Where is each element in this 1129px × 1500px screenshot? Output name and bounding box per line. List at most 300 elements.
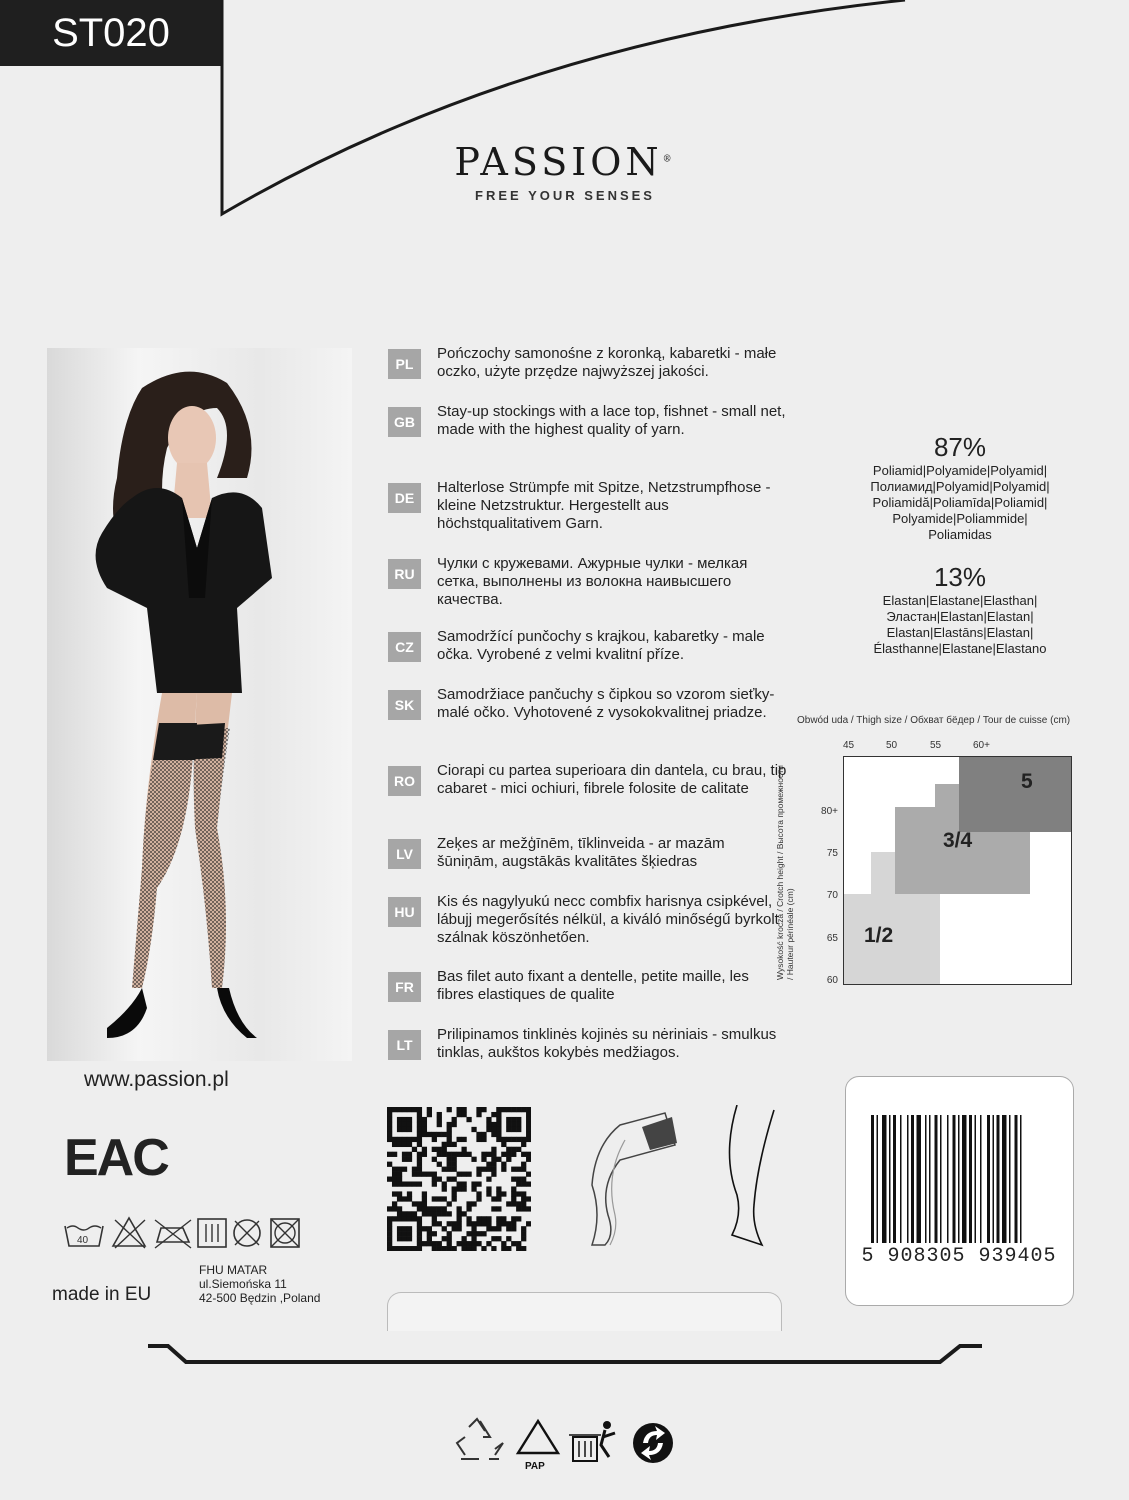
qr-module [526,1152,531,1157]
qr-module [486,1162,491,1167]
qr-module [442,1196,447,1201]
qr-module [397,1181,402,1186]
description-text: Prilipinamos tinklinės kojinės su nėriniais - smulkus tinklas, aukštos kokybės medžiagos. [437,1026,777,1061]
qr-module [387,1241,392,1246]
qr-module [417,1241,422,1246]
qr-module [387,1107,392,1112]
qr-module [422,1196,427,1201]
qr-module [511,1221,516,1226]
barcode-bar [997,1115,1000,1243]
qr-module [412,1147,417,1152]
axis-label-line: / Hauteur périnéale (cm) [785,888,795,980]
qr-module [506,1236,511,1241]
qr-code[interactable] [387,1107,531,1251]
qr-module [466,1221,471,1226]
composition-names [840,463,1080,543]
qr-module [506,1122,511,1127]
lang-code: CZ [388,632,421,662]
composition-line: Poliamidas [928,527,992,542]
qr-module [442,1206,447,1211]
qr-module [417,1142,422,1147]
qr-module [427,1112,432,1117]
qr-module [417,1226,422,1231]
qr-module [511,1117,516,1122]
qr-module [466,1206,471,1211]
composition-line: Élasthanne|Elastane|Elastano [873,641,1047,656]
qr-module [447,1236,452,1241]
qr-module [397,1122,402,1127]
qr-module [397,1117,402,1122]
recycling-icons [455,1415,685,1475]
qr-module [412,1201,417,1206]
qr-module [491,1236,496,1241]
qr-module [452,1122,457,1127]
barcode-bar [917,1115,922,1243]
qr-module [422,1127,427,1132]
qr-module [452,1196,457,1201]
size-col-label: 60+ [973,740,990,751]
qr-module [457,1216,462,1221]
description-text: Stay-up stockings with a lace top, fishnet - small net, made with the highest quality of yarn. [437,403,786,438]
qr-module [387,1137,392,1142]
qr-module [491,1172,496,1177]
qr-module [457,1186,462,1191]
qr-module [427,1206,432,1211]
barcode-bar [1002,1115,1007,1243]
qr-module [511,1137,516,1142]
qr-module [447,1132,452,1137]
product-photo [47,348,352,1061]
qr-module [526,1206,531,1211]
qr-module [466,1172,471,1177]
qr-module [461,1137,466,1142]
qr-module [402,1117,407,1122]
size-row-label: 60 [826,975,838,986]
qr-module [516,1122,521,1127]
qr-module [447,1127,452,1132]
qr-module [526,1132,531,1137]
qr-module [526,1117,531,1122]
qr-module [402,1181,407,1186]
qr-module [392,1191,397,1196]
qr-module [392,1216,397,1221]
qr-module [407,1142,412,1147]
no-bleach-icon [113,1218,145,1248]
qr-module [447,1177,452,1182]
composition-line: Polyamide|Poliammide| [892,511,1028,526]
qr-module [402,1211,407,1216]
qr-module [516,1167,521,1172]
qr-module [476,1132,481,1137]
qr-module [397,1246,402,1251]
qr-module [516,1117,521,1122]
qr-module [471,1231,476,1236]
qr-module [417,1216,422,1221]
qr-module [407,1157,412,1162]
barcode-bar [871,1115,874,1243]
qr-module [432,1177,437,1182]
qr-module [526,1107,531,1112]
qr-module [511,1147,516,1152]
manufacturer-address [199,1263,320,1305]
qr-module [461,1112,466,1117]
qr-module [422,1147,427,1152]
qr-module [422,1206,427,1211]
qr-module [481,1167,486,1172]
qr-module [457,1221,462,1226]
qr-module [516,1191,521,1196]
qr-module [501,1142,506,1147]
qr-module [476,1181,481,1186]
brand-logo [440,140,690,203]
qr-module [387,1226,392,1231]
product-code: ST020 [0,0,222,66]
qr-module [506,1201,511,1206]
qr-module [422,1117,427,1122]
qr-module [447,1201,452,1206]
qr-module [521,1196,526,1201]
qr-module [476,1216,481,1221]
qr-module [397,1206,402,1211]
barcode-bar [935,1115,938,1243]
size-label: 5 [1021,770,1033,793]
qr-module [511,1241,516,1246]
decorative-divider [0,1340,1129,1370]
qr-module [402,1231,407,1236]
size-row-label: 75 [826,848,838,859]
qr-module [486,1177,491,1182]
qr-module [437,1177,442,1182]
qr-module [417,1246,422,1251]
qr-module [392,1152,397,1157]
qr-module [397,1177,402,1182]
qr-module [452,1157,457,1162]
qr-module [496,1127,501,1132]
qr-module [457,1211,462,1216]
qr-module [392,1142,397,1147]
qr-module [516,1206,521,1211]
lang-code: LT [388,1030,421,1060]
qr-module [417,1117,422,1122]
qr-module [407,1226,412,1231]
lang-code: PL [388,349,421,379]
qr-module [437,1117,442,1122]
qr-module [402,1107,407,1112]
qr-module [442,1147,447,1152]
qr-module [412,1211,417,1216]
qr-module [511,1191,516,1196]
manufacturer-city: 42-500 Będzin ,Poland [199,1291,321,1305]
size-label: 3/4 [943,829,973,852]
lang-code: GB [388,407,421,437]
qr-module [447,1246,452,1251]
qr-module [491,1127,496,1132]
qr-module [402,1226,407,1231]
brand-tagline: FREE YOUR SENSES [475,188,655,203]
qr-module [526,1157,531,1162]
qr-module [471,1241,476,1246]
blank-label-area [387,1292,782,1331]
size-label: 1/2 [864,924,894,947]
barcode-bar [987,1115,990,1243]
qr-module [402,1196,407,1201]
qr-module [521,1167,526,1172]
qr-module [476,1196,481,1201]
qr-module [481,1132,486,1137]
qr-module [442,1132,447,1137]
qr-module [521,1191,526,1196]
qr-module [452,1246,457,1251]
qr-module [402,1167,407,1172]
qr-module [397,1236,402,1241]
size-col-label: 50 [886,740,898,751]
qr-module [461,1236,466,1241]
qr-module [422,1241,427,1246]
qr-module [521,1226,526,1231]
qr-module [501,1191,506,1196]
qr-module [402,1137,407,1142]
qr-module [392,1201,397,1206]
qr-module [466,1117,471,1122]
barcode-bar [969,1115,972,1243]
qr-module [496,1196,501,1201]
qr-module [457,1137,462,1142]
qr-module [412,1167,417,1172]
qr-module [397,1167,402,1172]
qr-module [387,1246,392,1251]
qr-module [447,1221,452,1226]
qr-module [501,1107,506,1112]
composition-line: Poliamid|Polyamide|Polyamid| [872,463,1048,478]
qr-module [481,1137,486,1142]
qr-module [466,1216,471,1221]
qr-module [511,1127,516,1132]
qr-module [521,1177,526,1182]
qr-module [501,1246,506,1251]
qr-module [402,1236,407,1241]
barcode-bar [1009,1115,1011,1243]
qr-module [486,1221,491,1226]
qr-module [417,1157,422,1162]
qr-module [461,1181,466,1186]
qr-module [392,1206,397,1211]
qr-module [397,1172,402,1177]
qr-module [407,1117,412,1122]
qr-module [437,1196,442,1201]
qr-module [496,1122,501,1127]
qr-module [511,1152,516,1157]
qr-module [447,1167,452,1172]
qr-module [387,1236,392,1241]
qr-module [387,1216,392,1221]
qr-module [471,1246,476,1251]
size-row-label: 80+ [821,806,838,817]
qr-module [461,1107,466,1112]
manufacturer-name: FHU MATAR [199,1263,268,1277]
qr-module [461,1241,466,1246]
qr-module [447,1157,452,1162]
qr-module [471,1236,476,1241]
qr-module [466,1231,471,1236]
qr-module [526,1196,531,1201]
qr-module [461,1186,466,1191]
qr-module [432,1181,437,1186]
barcode-bar [958,1115,960,1243]
qr-module [402,1127,407,1132]
qr-module [417,1167,422,1172]
sheer-stocking-leg-icon [712,1105,787,1250]
qr-module [471,1226,476,1231]
qr-module [501,1162,506,1167]
qr-module [516,1246,521,1251]
qr-module [427,1132,432,1137]
description-text: Ciorapi cu partea superioara din dantela, cu brau, tip cabaret - mici ochiuri, fibrele folosite de calitate [437,762,787,797]
qr-module [417,1172,422,1177]
qr-module [432,1137,437,1142]
qr-module [437,1112,442,1117]
barcode-bar [940,1115,942,1243]
composition-percent: 87% [933,432,987,462]
qr-module [481,1152,486,1157]
registered-mark: ® [662,154,676,165]
qr-module [476,1172,481,1177]
qr-module [407,1211,412,1216]
qr-module [417,1137,422,1142]
qr-module [516,1127,521,1132]
qr-module [506,1221,511,1226]
qr-module [506,1152,511,1157]
composition-elastane [840,562,1080,657]
qr-module [491,1226,496,1231]
qr-module [412,1181,417,1186]
qr-module [486,1117,491,1122]
qr-module [506,1226,511,1231]
qr-module [452,1226,457,1231]
qr-module [486,1226,491,1231]
qr-module [397,1137,402,1142]
qr-module [486,1152,491,1157]
qr-module [491,1167,496,1172]
qr-module [442,1246,447,1251]
qr-module [452,1142,457,1147]
qr-module [466,1246,471,1251]
qr-module [402,1157,407,1162]
barcode-bar [877,1115,879,1243]
qr-module [511,1226,516,1231]
qr-module [521,1142,526,1147]
qr-module [407,1216,412,1221]
qr-module [466,1152,471,1157]
pap-label: PAP [525,1461,545,1472]
qr-module [417,1122,422,1127]
qr-module [427,1236,432,1241]
qr-module [417,1162,422,1167]
qr-module [402,1122,407,1127]
qr-module [447,1162,452,1167]
qr-module [481,1107,486,1112]
barcode-bar [980,1115,982,1243]
qr-module [461,1147,466,1152]
qr-module [417,1231,422,1236]
qr-module [491,1162,496,1167]
dispose-in-bin-icon [569,1421,615,1461]
qr-module [506,1107,511,1112]
qr-module [427,1172,432,1177]
qr-module [387,1127,392,1132]
qr-module [457,1206,462,1211]
qr-module [437,1122,442,1127]
qr-module [397,1231,402,1236]
qr-module [521,1236,526,1241]
barcode-bar [911,1115,914,1243]
qr-module [407,1236,412,1241]
qr-module [526,1137,531,1142]
qr-module [461,1172,466,1177]
line-dry-icon [198,1219,226,1247]
qr-module [392,1107,397,1112]
qr-module [442,1167,447,1172]
barcode-bar [947,1115,949,1243]
qr-module [402,1246,407,1251]
qr-module [387,1206,392,1211]
qr-module [407,1181,412,1186]
size-chart-grid [843,756,1072,985]
composition-line: Elastan|Elastāns|Elastan| [886,625,1034,640]
qr-module [427,1231,432,1236]
qr-module [427,1241,432,1246]
qr-module [437,1221,442,1226]
qr-module [526,1127,531,1132]
barcode-bar [1015,1115,1018,1243]
qr-module [496,1206,501,1211]
qr-module [437,1211,442,1216]
qr-module [516,1107,521,1112]
qr-module [491,1152,496,1157]
qr-module [471,1221,476,1226]
qr-module [516,1181,521,1186]
qr-module [521,1246,526,1251]
no-tumble-dry-icon [271,1219,299,1247]
qr-module [452,1191,457,1196]
barcode-bar [907,1115,909,1243]
wash-temp: 40 [77,1235,89,1246]
size-chart-axis-label [775,740,795,980]
qr-module [407,1122,412,1127]
qr-module [412,1216,417,1221]
qr-module [506,1127,511,1132]
composition-line: Полиамид|Polyamid|Polyamid| [870,479,1050,494]
qr-module [516,1137,521,1142]
barcode-bar [1020,1115,1022,1243]
qr-module [412,1246,417,1251]
qr-module [412,1107,417,1112]
qr-module [511,1122,516,1127]
barcode-bar [929,1115,931,1243]
qr-module [447,1231,452,1236]
barcode-bar [993,1115,995,1243]
qr-module [442,1181,447,1186]
qr-module [521,1201,526,1206]
composition-polyamide [840,432,1080,543]
qr-module [526,1172,531,1177]
barcode-bar [962,1115,967,1243]
qr-module [402,1142,407,1147]
size-row-label: 65 [826,933,838,944]
barcode-bar [953,1115,956,1243]
composition-line: Эластан|Elastan|Elastan| [886,609,1034,624]
qr-module [511,1107,516,1112]
qr-module [481,1246,486,1251]
